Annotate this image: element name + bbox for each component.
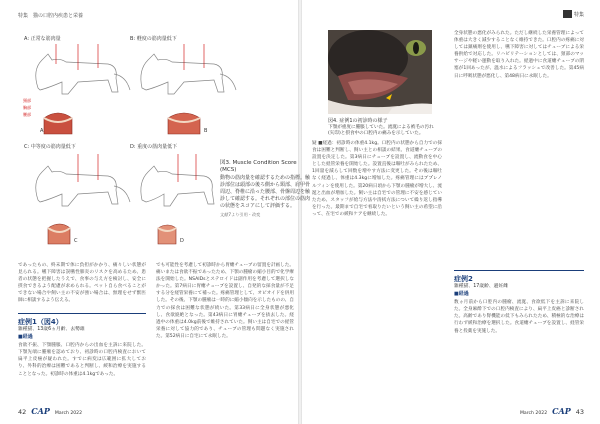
page-number-left: 42 [18, 408, 27, 416]
left-col1-case [18, 326, 146, 400]
section-marker [563, 10, 572, 18]
figure-4-caption [328, 118, 438, 138]
case2-body: 数ヵ月前から口腔内の腫瘤、流涎、食欲低下を主訴に来院した。全身麻酔下での口腔内検査により、扁平上皮癌と診断された。高齢であり腎機能の低下もみられたため、積極的な治療は行わず緩和治療を選択した。食道瘻チューブを設置し、経管栄養と投薬を実施した。 [454, 300, 584, 334]
page-number-right: 43 [575, 408, 584, 416]
panel-d [130, 143, 214, 244]
section-label: 特集 [573, 11, 584, 18]
panel-c-label: C: 中等度の筋肉量低下 [24, 144, 76, 150]
panel-c [24, 143, 130, 244]
panel-a [23, 35, 130, 134]
right-col4: 全身状態の悪化がみられた。ただし継続した栄養管理によって体重は大きく減少することなく維持できた。口腔内の疼痛に対しては鎮痛剤を使用し、嚥下障害に対してはチューブによる栄養供給で対応した。リハビリテーションとしては、頸部のマッサージや軽い運動を取り入れた。経過中に食道瘻チューブの閉塞が1回あったが、温水によるフラッシュで改善した。第45病日に呼吸状態が悪化し、第48病日に永眠した。 [454, 31, 584, 79]
right-col4-case2 [454, 283, 584, 400]
panel-a-label: A: 正常な筋肉量 [24, 36, 61, 42]
running-head-right [563, 10, 584, 18]
footer-right [520, 406, 584, 416]
case1-section-label: ■経過 [18, 334, 33, 341]
svg-text:C: C [74, 238, 78, 244]
figure-4-caption-text: 下顎が重度に腫脹していた。流涎による被毛の汚れ(矢印)と摂食中の口腔内の痛みを示していた。 [328, 125, 434, 137]
issue-date-left: March 2022 [54, 411, 83, 416]
cat-illustrations [18, 30, 296, 258]
figure-4-photo [328, 30, 432, 114]
cat-mouth-photo [328, 30, 432, 114]
svg-text:D: D [180, 238, 184, 244]
brand-logo-right: CAP [552, 406, 571, 416]
panel-d-label: D: 重度の筋肉量低下 [130, 144, 178, 150]
issue-date-right: March 2022 [519, 411, 548, 416]
case1-body: 食欲不振、下顎腫脹、口腔内からの出血を主訴に来院した。下顎先端に腫瘤を認めており、初診時の口腔内検査において扁平上皮癌が疑われた。すでに病変は広範囲に拡大しており、外科的治療は困難であると判断し、緩和治療を実施することとなった。初診時の体重は4.1kgであった。 [18, 343, 146, 377]
panel-b-label: B: 軽度の筋肉量低下 [130, 36, 177, 42]
running-head-left: 特集 猫の口腔内疾患と栄養 [18, 13, 84, 19]
right-col3: 疑 ■経過：初診時の体重4.1kg。口腔内の状態から自力での採食は困難と判断し、飼い主との相談の結果、食道瘻チューブの設置を決定した。第3病日にチューブを設置し、流動食を中心とした経管栄養を開始した。設置直後は嘔吐がみられたため、1回量を減らして回数を増やす方法に変更した。その後は嘔吐なく経過し、体重は4.3kgに増加した。疼痛管理にはブプレノルフィンを使用した。第20病日頃から下顎の腫瘤が増大し、流涎と出血が増加した。飼い主は自宅での管理に不安を感じていたため、スタッフが給与方法や清拭方法について繰り返し指導を行った。最期まで自宅で看取りたいという飼い主の希望に沿って、在宅での緩和ケアを継続した。 [312, 141, 442, 217]
figure-3-source: 文献7より引用・改変 [220, 212, 261, 217]
left-col2: でも可能性を考慮して初診時から胃瘻チューブの留置を計画した。痛いまたは食欲不振であったため、下顎の腫瘤の縮小目的で化学療法を開始した。NSAIDsとステロイドは副作用を考慮して選択しなかった。第7病日に胃瘻チューブを設置し、自発的な採食量が不足する分を経管栄養にて補った。疼痛管理として、オピオイドを併用した。その後、下顎の腫瘤は一時的に縮小傾向を示したものの、自力での採食は困難な状態が続いた。第33病日に全身状態が悪化し、食欲廃絶となった。第43病日に胃瘻チューブを抜去した。経過中の体重は4.0kg前後で維持されていた。飼い主は自宅での経管栄養に対して協力的であり、チューブの管理も問題なく実施された。第52病日に自宅にて永眠した。 [156, 263, 294, 339]
case2-section-label: ■経過 [454, 291, 469, 298]
figure-4-title: 図4. 症例1の初診時の様子 [328, 118, 388, 124]
figure-3-title: 図3. Muscle Condition Score (MCS) [220, 160, 297, 173]
case1-heading: 症例1（図4） [18, 313, 146, 327]
case1-signalment: 雑種猫、13歳6ヵ月齢、去勢雄 [18, 327, 85, 332]
figure-3-caption-text: 動物の筋肉量を確認するための指標。触診部位は頭部の後ろ側から頸部、肩甲骨周辺、脊椎に沿った腰部、骨盤周辺を触診して確認する。それぞれの部位の筋肉の状態をスコアにして評価する。 [220, 175, 311, 209]
annotation-neck: 頸部 [23, 98, 31, 103]
annotation-chest: 胸部 [23, 105, 31, 110]
svg-text:B: B [204, 128, 208, 134]
brand-logo-left: CAP [31, 406, 50, 416]
case2-heading: 症例2 [454, 270, 584, 284]
panel-b [130, 35, 236, 134]
figure-3-caption [220, 160, 312, 218]
footer-left [18, 406, 82, 416]
case2-signalment: 雑種猫、17歳齢、避妊雌 [454, 284, 509, 289]
svg-text:A: A [40, 128, 44, 134]
annotation-waist: 腰部 [23, 112, 31, 117]
left-col1-intro: であったもの、終末期で体に負担がかかり、痛々しい状態が見られる。嚥下障害は誤嚥性肺炎のリスクを高めるため、患者の状態を把握したうえで、食事の与え方を検討し、安全に摂食できるよう配慮が求められる。ペット自ら食べることができない場合や飼い主の不安が強い場合は、無理をせず獣医師に相談するよう伝える。 [18, 263, 146, 304]
figure-3-muscle-condition-score [18, 30, 311, 258]
